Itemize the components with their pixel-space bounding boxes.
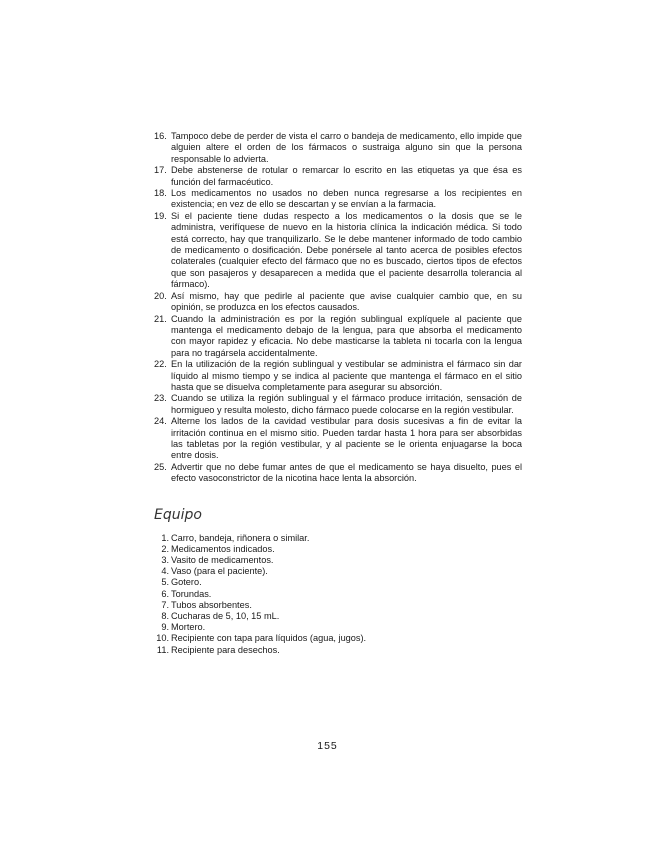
- list-item: [154, 314, 522, 360]
- item-number: 11.: [156, 644, 169, 655]
- item-number: 8.: [161, 611, 169, 622]
- item-number: 1.: [161, 532, 169, 543]
- list-item: [154, 555, 522, 566]
- item-text: Si el paciente tiene dudas respecto a los medicamentos o la dosis que se le administra, verifíquese de nuevo en la historia clínica la indicación médica. Si todo está correcto, hay que tranquilizarlo. Se le debe mantener informado de todo cambio de medicamento o dosificación. Debe ponérsele al tanto acerca de posibles efectos colaterales (cualquier efecto del fármaco que no es buscado, ciertos tipos de efectos que son pasajeros y desaparecen a medida que el paciente desarrolla tolerancia al fármaco).: [171, 210, 522, 290]
- list-item: [154, 589, 522, 600]
- item-number: 5.: [161, 577, 169, 588]
- list-item: [154, 611, 522, 622]
- item-text: Cuando se utiliza la región sublingual y el fármaco produce irritación, sensación de hormigueo y resulta molesto, dicho fármaco puede colocarse en la región vestibular.: [171, 393, 522, 415]
- item-text: Mortero.: [171, 622, 206, 633]
- list-item: [154, 462, 522, 485]
- item-text: Tampoco debe de perder de vista el carro o bandeja de medicamento, ello impide que alguien altere el orden de los fármacos o sustraiga alguno sin que la persona responsable lo advierta.: [171, 131, 522, 164]
- item-number: 7.: [161, 599, 169, 610]
- section-title: Equipo: [154, 506, 202, 523]
- item-text: En la utilización de la región sublingual y vestibular se administra el fármaco sin dar líquido al mismo tiempo y se indica al paciente que mantenga el fármaco en el sitio hasta que se disuelva completamente para asegurar su absorción.: [171, 359, 522, 392]
- item-number: 21.: [154, 313, 167, 324]
- item-number: 3.: [161, 555, 169, 565]
- page-number: 155: [317, 740, 338, 752]
- list-item: [154, 188, 522, 211]
- list-item: [154, 393, 522, 416]
- equipment-list: [154, 533, 522, 656]
- item-number: 20.: [154, 290, 167, 301]
- list-item: [154, 600, 522, 611]
- item-text: Alterne los lados de la cavidad vestibular para dosis sucesivas a fin de evitar la irritación continua en el mismo sitio. Pueden tardar hasta 1 hora para ser absorbidas las tabletas por la región vestibular, y al paciente se le orienta enjuagarse la boca entre dosis.: [171, 416, 522, 461]
- item-text: Vaso (para el paciente).: [171, 566, 268, 577]
- item-number: 22.: [154, 359, 167, 370]
- item-number: 2.: [161, 543, 169, 554]
- page-content: [154, 131, 522, 656]
- item-text: Carro, bandeja, riñonera o similar.: [171, 532, 310, 543]
- item-text: Torundas.: [171, 588, 212, 599]
- item-number: 19.: [154, 210, 167, 221]
- item-number: 23.: [154, 393, 167, 404]
- list-item: [154, 211, 522, 291]
- list-item: [154, 577, 522, 588]
- item-text: Cucharas de 5, 10, 15 mL.: [171, 611, 280, 622]
- item-text: Advertir que no debe fumar antes de que el medicamento se haya disuelto, pues el efecto vasoconstrictor de la nicotina hace lenta la absorción.: [171, 461, 522, 484]
- item-text: Vasito de medicamentos.: [171, 555, 274, 565]
- item-text: Medicamentos indicados.: [171, 543, 275, 554]
- list-item: [154, 544, 522, 555]
- item-text: Debe abstenerse de rotular o remarcar lo escrito en las etiquetas ya que ésa es función del farmacéutico.: [171, 165, 522, 187]
- item-text: Así mismo, hay que pedirle al paciente que avise cualquier cambio que, en su opinión, se produzca en los efectos causados.: [171, 290, 522, 313]
- list-item: [154, 566, 522, 577]
- item-number: 24.: [154, 416, 167, 427]
- item-text: Recipiente para desechos.: [171, 644, 280, 655]
- list-item: [154, 645, 522, 656]
- item-number: 4.: [161, 566, 169, 577]
- list-item: [154, 633, 522, 644]
- item-number: 17.: [154, 165, 167, 176]
- list-item: [154, 131, 522, 165]
- item-number: 18.: [154, 188, 167, 199]
- item-text: Recipiente con tapa para líquidos (agua, jugos).: [171, 633, 367, 644]
- item-text: Cuando la administración es por la región sublingual explíquele al paciente que mantenga el medicamento debajo de la lengua, para que absorba el medicamento con mayor rapidez y eficacia. No debe masticarse la tableta ni tocarla con la lengua para no tragársela accidentalmente.: [171, 313, 522, 358]
- list-item: [154, 165, 522, 188]
- item-number: 9.: [161, 622, 169, 633]
- item-number: 16.: [154, 131, 167, 141]
- list-item: [154, 291, 522, 314]
- list-item: [154, 533, 522, 544]
- item-number: 25.: [154, 461, 167, 472]
- item-number: 6.: [161, 588, 169, 599]
- list-item: [154, 622, 522, 633]
- item-text: Tubos absorbentes.: [171, 599, 252, 610]
- item-text: Los medicamentos no usados no deben nunca regresarse a los recipientes en existencia; en vez de ello se descartan y se envían a la farmacia.: [171, 188, 522, 210]
- list-item: [154, 416, 522, 462]
- instruction-list: [154, 131, 522, 485]
- list-item: [154, 359, 522, 393]
- item-number: 10.: [156, 633, 169, 644]
- item-text: Gotero.: [171, 577, 202, 588]
